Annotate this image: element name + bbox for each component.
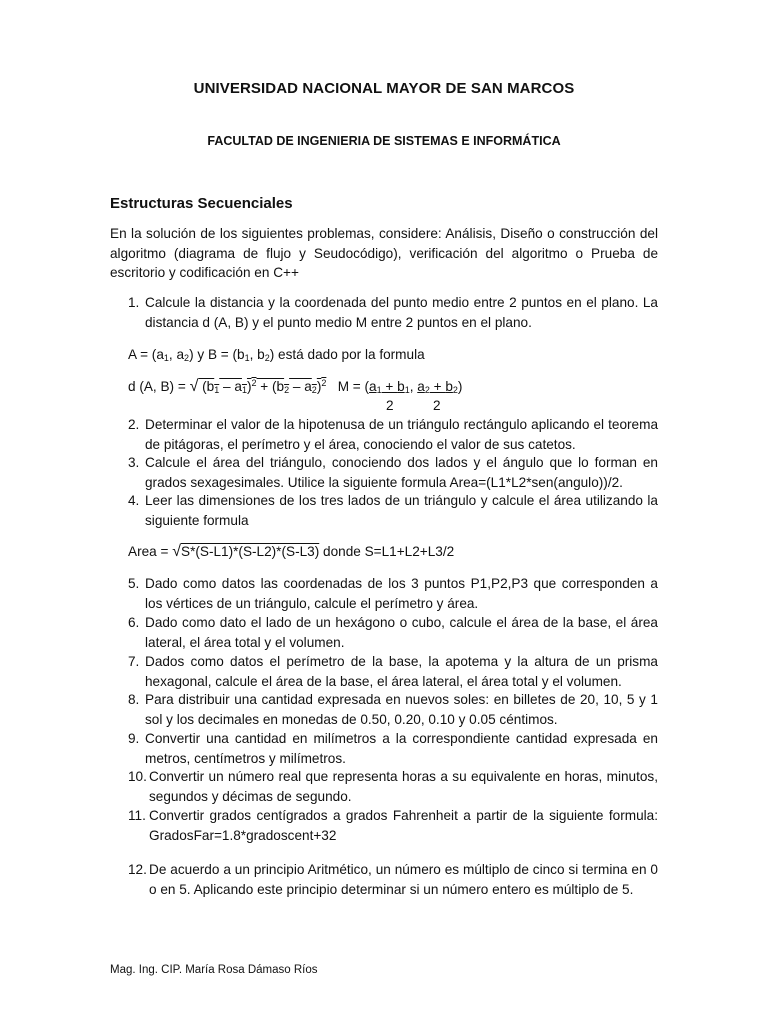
problem-text: Convertir grados centígrados a grados Fahrenheit a partir de la siguiente formula: GradosFar=1.8*gradoscent+32 bbox=[149, 808, 658, 843]
problem-number: 3. bbox=[128, 455, 140, 470]
problem-item-12 bbox=[128, 860, 658, 899]
problem-item-9 bbox=[128, 729, 658, 768]
problem-item-1 bbox=[128, 293, 658, 332]
area-radicand: S*(S-L1)*(S-L2)*(S-L3) bbox=[181, 544, 320, 559]
square-root-icon: √ bbox=[189, 378, 199, 395]
problem-item-8 bbox=[128, 690, 658, 729]
problem-item-10 bbox=[128, 767, 658, 806]
problem-text: Determinar el valor de la hipotenusa de un triángulo rectángulo aplicando el teorema de pitágoras, el perímetro y el área, conociendo el valor de sus catetos. bbox=[145, 417, 658, 452]
problem-text: Leer las dimensiones de los tres lados de un triángulo y calcule el área utilizando la siguiente formula bbox=[145, 493, 658, 528]
problem-text: Dados como datos el perímetro de la base, la apotema y la altura de un prisma hexagonal, calcule el área de la base, el área lateral, el área total y el volumen. bbox=[145, 654, 658, 689]
university-title: UNIVERSIDAD NACIONAL MAYOR DE SAN MARCOS bbox=[193, 80, 575, 97]
problem-number: 8. bbox=[128, 692, 140, 707]
problem-text: De acuerdo a un principio Aritmético, un número es múltiplo de cinco si termina en 0 o en 5. Aplicando este principio determinar si un número entero es múltiplo de 5. bbox=[149, 862, 658, 897]
square-root-icon: √ bbox=[172, 543, 181, 560]
problem-text: Dado como dato el lado de un hexágono o cubo, calcule el área de la base, el área lateral, el área total y el volumen. bbox=[145, 615, 658, 650]
problem-item-3 bbox=[128, 453, 658, 492]
distance-radicand: $(b_1 - a_1)^2 + (b_2 - a_2)^2$ bbox=[198, 378, 327, 395]
problem-number: 11. bbox=[128, 808, 146, 823]
section-heading: Estructuras Secuenciales bbox=[110, 195, 293, 212]
problem-text: Convertir un número real que representa horas a su equivalente en horas, minutos, segundos y décimas de segundo. bbox=[149, 769, 658, 804]
distance-midpoint-formula: d (A, B) = √ $(b_1 - a_1)^2 + (b_2 - a_2)^2$ $M = (a_1 + b_1$, $a_2 + b_2$) bbox=[128, 378, 463, 395]
problem-number: 1. bbox=[128, 295, 140, 310]
problem-number: 6. bbox=[128, 615, 140, 630]
problem-text: Dado como datos las coordenadas de los 3 puntos P1,P2,P3 que corresponden a los vértices de un triángulo, calcule el perímetro y área. bbox=[145, 576, 658, 611]
author-footer: Mag. Ing. CIP. María Rosa Dámaso Ríos bbox=[110, 964, 318, 976]
problem-number: 10. bbox=[128, 769, 147, 784]
midpoint-denominator-y: 2 bbox=[433, 398, 441, 413]
problem-item-6 bbox=[128, 613, 658, 652]
problem-number: 12. bbox=[128, 862, 147, 877]
problem-item-7 bbox=[128, 652, 658, 691]
problem-number: 2. bbox=[128, 417, 140, 432]
problem-number: 9. bbox=[128, 731, 140, 746]
problem-text: Calcule la distancia y la coordenada del punto medio entre 2 puntos en el plano. La distancia d (A, B) y el punto medio M entre 2 puntos en el plano. bbox=[145, 295, 658, 330]
problem-number: 4. bbox=[128, 493, 140, 508]
problem-item-5 bbox=[128, 574, 658, 613]
heron-formula: Area = √S*(S-L1)*(S-L2)*(S-L3) donde S=L1+L2+L3/2 bbox=[128, 543, 455, 560]
intro-paragraph: En la solución de los siguientes problemas, considere: Análisis, Diseño o construcción del algoritmo (diagrama de flujo y Seudocódigo), verificación del algoritmo o Prueba de escritorio y codificación en C++ bbox=[110, 226, 658, 280]
points-definition: $A = (a_1$, $a_2$) y $B = (b_1$, $b_2$) está dado por la formula bbox=[128, 347, 425, 363]
problem-number: 7. bbox=[128, 654, 140, 669]
faculty-title: FACULTAD DE INGENIERIA DE SISTEMAS E INFORMÁTICA bbox=[207, 134, 561, 148]
problem-text: Convertir una cantidad en milímetros a la correspondiente cantidad expresada en metros, centímetros y milímetros. bbox=[145, 731, 658, 766]
problem-item-11 bbox=[128, 806, 658, 845]
problem-text: Calcule el área del triángulo, conociendo dos lados y el ángulo que lo forman en grados sexagesimales. Utilice la siguiente formula Area=(L1*L2*sen(angulo))/2. bbox=[145, 455, 658, 490]
problem-number: 5. bbox=[128, 576, 140, 591]
problem-item-2 bbox=[128, 415, 658, 454]
problem-text: Para distribuir una cantidad expresada en nuevos soles: en billetes de 20, 10, 5 y 1 sol y los decimales en monedas de 0.50, 0.20, 0.10 y 0.05 céntimos. bbox=[145, 692, 658, 727]
problem-item-4 bbox=[128, 491, 658, 530]
midpoint-denominator-x: 2 bbox=[386, 398, 394, 413]
